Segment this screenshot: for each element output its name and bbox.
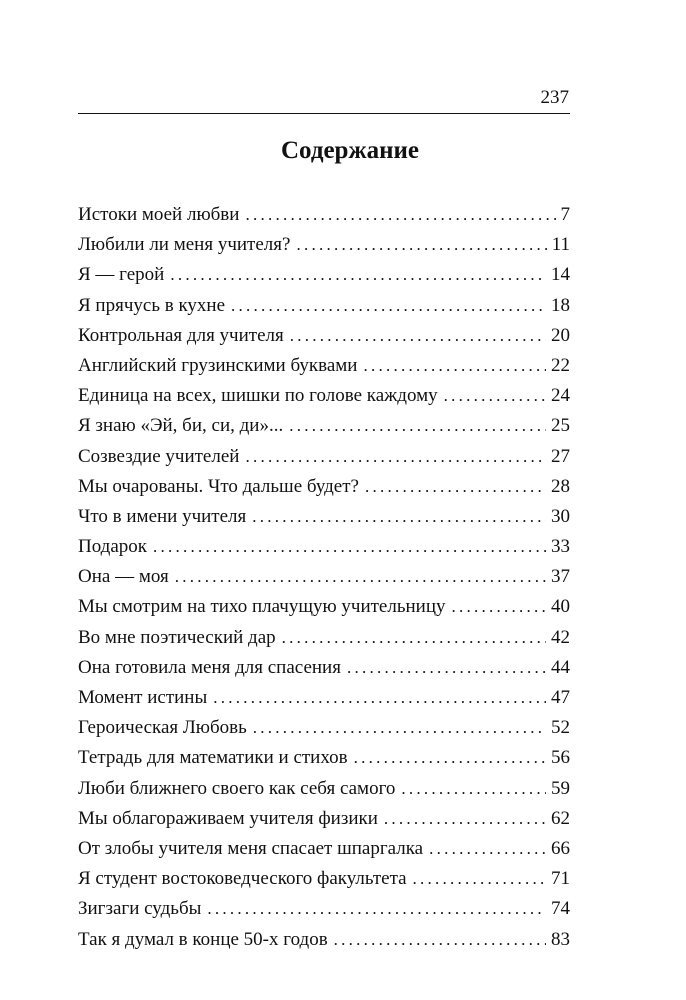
toc-leader-dots xyxy=(413,864,546,894)
toc-entry xyxy=(78,713,570,743)
toc-entry-page: 62 xyxy=(551,807,570,829)
toc-leader-dots xyxy=(253,713,546,743)
toc-entry-page: 7 xyxy=(560,204,570,225)
toc-entry-page: 20 xyxy=(551,324,570,346)
toc-entry-page: 14 xyxy=(551,264,570,286)
toc-leader-dots xyxy=(296,230,546,260)
toc-entry-title: Я прячусь в кухне xyxy=(78,294,226,316)
toc-entry-title: Она — моя xyxy=(78,566,169,588)
toc-entry xyxy=(78,381,570,411)
toc-entry xyxy=(78,623,570,653)
toc-entry xyxy=(78,653,570,683)
toc-entry-title: От злобы учителя меня спасает шпаргалка xyxy=(78,837,424,859)
toc-entry-title: Люби ближнего своего как себя самого xyxy=(78,777,396,799)
toc-entry xyxy=(78,804,570,834)
toc-entry xyxy=(78,894,570,924)
toc-entry xyxy=(78,834,570,864)
toc-leader-dots xyxy=(354,743,546,773)
toc-leader-dots xyxy=(444,381,546,411)
toc-entry-page: 25 xyxy=(551,415,570,437)
toc-entry xyxy=(78,351,570,381)
toc-entry-page: 56 xyxy=(551,747,570,769)
toc-leader-dots xyxy=(207,894,546,924)
toc-entry xyxy=(78,562,570,592)
toc-entry-page: 18 xyxy=(551,294,570,316)
toc-entry-page: 24 xyxy=(551,385,570,407)
page-number: 237 xyxy=(540,87,569,108)
toc-entry-page: 37 xyxy=(551,566,570,588)
toc-entry xyxy=(78,260,570,290)
toc-entry-page: 71 xyxy=(551,868,570,890)
toc-leader-dots xyxy=(213,683,546,713)
toc-entry xyxy=(78,230,570,260)
toc-entry-page: 44 xyxy=(551,656,570,678)
toc-entry-title: Английский грузинскими буквами xyxy=(78,354,358,376)
header-rule xyxy=(78,113,570,114)
toc-entry-title: Тетрадь для математики и стихов xyxy=(78,747,348,769)
toc-leader-dots xyxy=(290,321,546,351)
toc-entry-title: Героическая Любовь xyxy=(78,717,247,739)
toc-entry-page: 42 xyxy=(551,626,570,648)
toc-leader-dots xyxy=(363,351,546,381)
toc-entry xyxy=(78,472,570,502)
toc-entry xyxy=(78,743,570,773)
toc-leader-dots xyxy=(282,623,546,653)
toc-entry-page: 66 xyxy=(551,837,570,859)
toc-entry-title: Я знаю «Эй, би, си, ди»... xyxy=(78,415,284,437)
toc-leader-dots xyxy=(452,592,546,622)
toc-entry-title: Так я думал в конце 50-х годов xyxy=(78,928,328,950)
toc-entry-title: Зигзаги судьбы xyxy=(78,898,202,920)
toc-entry-page: 27 xyxy=(551,445,570,467)
table-of-contents xyxy=(78,200,570,955)
toc-entry-page: 52 xyxy=(551,717,570,739)
toc-entry xyxy=(78,864,570,894)
toc-leader-dots xyxy=(365,472,546,502)
toc-entry-title: Мы облагораживаем учителя физики xyxy=(78,807,378,829)
toc-leader-dots xyxy=(347,653,546,683)
toc-leader-dots xyxy=(153,532,546,562)
toc-entry-title: Момент истины xyxy=(78,687,208,708)
toc-entry-page: 11 xyxy=(551,234,570,256)
toc-entry-page: 59 xyxy=(551,777,570,799)
toc-entry xyxy=(78,532,570,562)
toc-entry-title: Единица на всех, шишки по голове каждому xyxy=(78,385,438,407)
toc-entry xyxy=(78,502,570,532)
toc-entry xyxy=(78,683,570,713)
toc-entry-title: Контрольная для учителя xyxy=(78,324,284,346)
toc-entry-title: Что в имени учителя xyxy=(78,505,247,527)
toc-entry xyxy=(78,321,570,351)
toc-entry-title: Подарок xyxy=(78,536,148,558)
toc-entry-page: 83 xyxy=(551,928,570,950)
toc-entry-title: Во мне поэтический дар xyxy=(78,626,276,648)
toc-entry-page: 74 xyxy=(551,898,570,920)
toc-entry-title: Любили ли меня учителя? xyxy=(78,234,291,256)
toc-leader-dots xyxy=(334,925,546,955)
toc-entry xyxy=(78,925,570,955)
toc-entry xyxy=(78,291,570,321)
toc-leader-dots xyxy=(170,260,546,290)
toc-entry-page: 40 xyxy=(551,596,570,618)
toc-entry-title: Я студент востоковедческого факультета xyxy=(78,868,407,890)
toc-leader-dots xyxy=(245,200,555,230)
toc-leader-dots xyxy=(401,774,546,804)
toc-entry-page: 22 xyxy=(551,354,570,376)
toc-entry xyxy=(78,200,570,230)
toc-leader-dots xyxy=(252,502,546,532)
toc-entry-title: Она готовила меня для спасения xyxy=(78,656,341,678)
toc-entry-page: 30 xyxy=(551,505,570,527)
toc-entry-page: 28 xyxy=(551,475,570,497)
toc-leader-dots xyxy=(175,562,546,592)
toc-entry xyxy=(78,592,570,622)
toc-entry-title: Созвездие учителей xyxy=(78,445,240,467)
toc-entry xyxy=(78,411,570,441)
toc-entry xyxy=(78,442,570,472)
toc-leader-dots xyxy=(245,442,546,472)
toc-leader-dots xyxy=(429,834,546,864)
toc-entry-title: Я — герой xyxy=(78,264,165,286)
toc-entry xyxy=(78,774,570,804)
toc-leader-dots xyxy=(289,411,546,441)
toc-entry-title: Мы смотрим на тихо плачущую учительницу xyxy=(78,596,446,618)
toc-entry-title: Истоки моей любви xyxy=(78,204,240,225)
page-title: Содержание xyxy=(280,137,419,164)
toc-leader-dots xyxy=(384,804,546,834)
toc-entry-title: Мы очарованы. Что дальше будет? xyxy=(78,475,359,497)
toc-entry-page: 33 xyxy=(551,536,570,558)
toc-entry-page: 47 xyxy=(551,687,570,708)
toc-leader-dots xyxy=(231,291,546,321)
